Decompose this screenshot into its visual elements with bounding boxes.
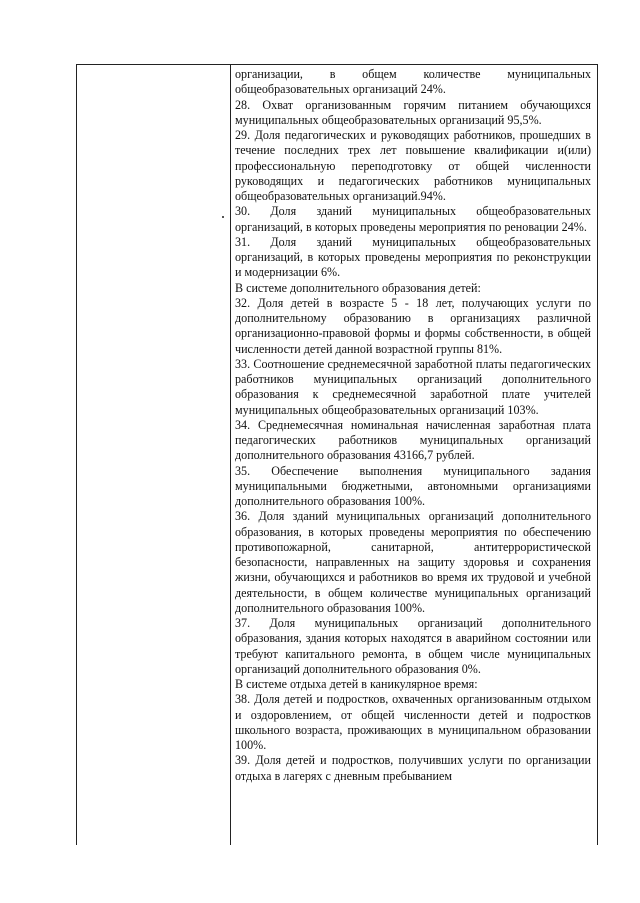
paragraph-item-34: 34. Среднемесячная номинальная начисленная заработная плата педагогических работников муниципальных организаций дополнительного образования 43166,7 рублей. bbox=[235, 417, 591, 463]
paragraph-item-39: 39. Доля детей и подростков, получивших услуги по организации отдыха в лагерях с дневным пребыванием bbox=[235, 753, 591, 783]
table-right-cell bbox=[235, 67, 591, 784]
paragraph-item-29: 29. Доля педагогических и руководящих работников, прошедших в течение последних трех лет повышение квалификации и(или) профессиональную переподготовку от общей численности руководящих и педагогических работников муниципальных общеобразовательных организаций.94%. bbox=[235, 128, 591, 203]
paragraph-item-36: 36. Доля зданий муниципальных организаций дополнительного образования, в которых проведены мероприятия по обеспечению противопожарной, санитарной, антитеррористической безопасности, направленных на защиту здоровья и сохранения жизни, обучающихся и работников во время их трудовой и учебной деятельности, в общем количестве муниципальных организаций дополнительного образования 100%. bbox=[235, 509, 591, 615]
column-divider bbox=[230, 65, 231, 845]
paragraph-item-37: 37. Доля муниципальных организаций дополнительного образования, здания которых находятся в аварийном состоянии или требуют капитального ремонта, в общем числе муниципальных организаций дополнительного образования 0%. bbox=[235, 616, 591, 676]
table-left-cell bbox=[77, 65, 230, 845]
paragraph-item-31: 31. Доля зданий муниципальных общеобразовательных организаций, в которых проведены мероприятия по реконструкции и модернизации 6%. bbox=[235, 234, 591, 280]
section-heading-additional-education: В системе дополнительного образования детей: bbox=[235, 280, 481, 295]
paragraph-item-28: 28. Охват организованным горячим питанием обучающихся муниципальных общеобразовательных организаций 95,5%. bbox=[235, 97, 591, 127]
paragraph-item-30: 30. Доля зданий муниципальных общеобразовательных организаций, в которых проведены мероприятия по реновации 24%. bbox=[235, 204, 591, 234]
table-frame bbox=[76, 64, 598, 845]
paragraph-item-38: 38. Доля детей и подростков, охваченных организованным отдыхом и оздоровлением, от общей численности детей и подростков школьного возраста, проживающих в муниципальном образовании 100%. bbox=[235, 692, 591, 752]
paragraph-item-32: 32. Доля детей в возрасте 5 - 18 лет, получающих услуги по дополнительному образованию в организациях различной организационно-правовой формы и формы собственности, в общей численности детей данной возрастной группы 81%. bbox=[235, 295, 591, 356]
paragraph-item-33: 33. Соотношение среднемесячной заработной платы педагогических работников муниципальных организаций дополнительного образования к среднемесячной заработной плате учителей муниципальных общеобразовательных организаций 103%. bbox=[235, 356, 591, 417]
paragraph-continuation: организации, в общем количестве муниципальных общеобразовательных организаций 24%. bbox=[235, 67, 591, 97]
section-heading-holiday-rest: В системе отдыха детей в каникулярное время: bbox=[235, 677, 478, 691]
paragraph-item-35: 35. Обеспечение выполнения муниципального задания муниципальными бюджетными, автономными организациями дополнительного образования 100%. bbox=[235, 463, 591, 508]
